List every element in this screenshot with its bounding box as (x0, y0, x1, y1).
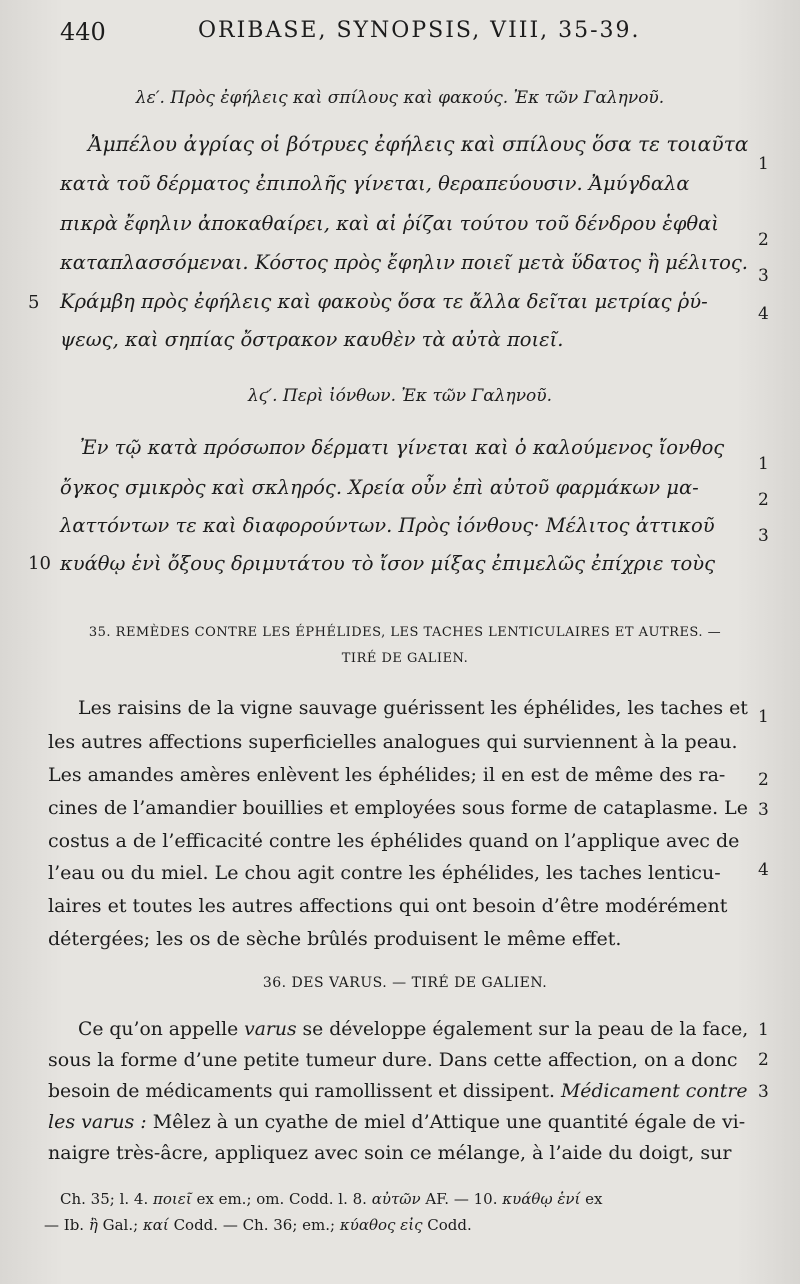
french-35-line-1: Les raisins de la vigne sauvage guérissent les éphélides, les taches et (78, 697, 748, 719)
greek-35-line-5: Κράμβη πρὸς ἐφήλεις καὶ φακοὺς ὅσα τε ἄλλα δεῖται μετρίας ῥύ- (60, 290, 708, 313)
footnote-2-part-b: Gal.; (97, 1216, 143, 1234)
footnote-1-part-b: ex em.; om. Codd. l. 8. (191, 1190, 372, 1208)
footnote-2-part-c: Codd. — Ch. 36; em.; (168, 1216, 340, 1234)
footnote-1-greek-1: ποιεῖ (153, 1190, 192, 1208)
footnote-2-part-d: Codd. (422, 1216, 472, 1234)
greek-35-line-6: ψεως, καὶ σηπίας ὄστρακον καυθὲν τὰ αὐτὰ ποιεῖ. (60, 328, 564, 351)
french-35-marginal-2: 2 (758, 770, 769, 790)
greek-35-marginal-3: 3 (758, 266, 769, 286)
french-chapter-35-title-line-2: TIRÉ DE GALIEN. (341, 651, 469, 666)
greek-36-marginal-3: 3 (758, 526, 769, 546)
footnote-1-greek-3: κυάθῳ ἑνί (502, 1190, 581, 1208)
french-35-line-3: Les amandes amères enlèvent les éphélides; il en est de même des ra- (48, 764, 726, 786)
footnote-2-part-a: — Ib. (44, 1216, 89, 1234)
french-36-line-4 (48, 1111, 745, 1133)
greek-36-marginal-1: 1 (758, 454, 769, 474)
french-35-line-2: les autres affections superficielles analogues qui surviennent à la peau. (48, 731, 738, 753)
french-chapter-35-title-line-1: 35. REMÈDES CONTRE LES ÉPHÉLIDES, LES TACHES LENTICULAIRES ET AUTRES. — (88, 625, 722, 640)
footnote-line-2 (44, 1216, 472, 1234)
french-36-line-1 (78, 1018, 748, 1040)
greek-line-number-10: 10 (28, 553, 51, 574)
french-36-marginal-2: 2 (758, 1050, 769, 1070)
running-head: ORIBASE, SYNOPSIS, VIII, 35-39. (198, 18, 641, 43)
footnote-1-part-a: Ch. 35; l. 4. (60, 1190, 153, 1208)
french-35-line-5: costus a de l’efficacité contre les éphélides quand on l’applique avec de (48, 830, 740, 852)
greek-36-line-1: Ἐν τῷ κατὰ πρόσωπον δέρματι γίνεται καὶ ὁ καλούμενος ἴονθος (80, 436, 725, 459)
greek-35-line-4: καταπλασσόμεναι. Κόστος πρὸς ἔφηλιν ποιεῖ μετὰ ὕδατος ἢ μέλιτος. (60, 251, 748, 274)
greek-36-line-2: ὄγκος σμικρὸς καὶ σκληρός. Χρεία οὖν ἐπὶ αὐτοῦ φαρμάκων μα- (60, 476, 699, 499)
french-36-line-1-end: se développe également sur la peau de la face, (296, 1018, 749, 1040)
french-36-marginal-3: 3 (758, 1082, 769, 1102)
french-36-line-3 (48, 1080, 747, 1102)
french-36-line-5: naigre très-âcre, appliquez avec soin ce mélange, à l’aide du doigt, sur (48, 1142, 732, 1164)
french-36-line-1-start: Ce qu’on appelle (78, 1018, 245, 1040)
greek-35-marginal-1: 1 (758, 154, 769, 174)
french-36-line-4-end: Mêlez à un cyathe de miel d’Attique une quantité égale de vi- (146, 1111, 746, 1133)
french-35-marginal-1: 1 (758, 707, 769, 727)
french-35-line-8: détergées; les os de sèche brûlés produisent le même effet. (48, 928, 622, 950)
footnote-1-part-d: ex (580, 1190, 603, 1208)
greek-line-number-5: 5 (28, 292, 40, 313)
french-36-line-2: sous la forme d’une petite tumeur dure. Dans cette affection, on a donc (48, 1049, 738, 1071)
footnote-1-part-c: AF. — 10. (420, 1190, 503, 1208)
greek-35-line-2: κατὰ τοῦ δέρματος ἐπιπολῆς γίνεται, θεραπεύουσιν. Ἀμύγδαλα (60, 172, 690, 195)
greek-35-marginal-4: 4 (758, 304, 769, 324)
footnote-line-1 (60, 1190, 603, 1208)
french-35-marginal-4: 4 (758, 860, 769, 880)
page-header (0, 18, 800, 50)
footnote-2-greek-2: καί (142, 1216, 169, 1234)
french-36-marginal-1: 1 (758, 1020, 769, 1040)
french-35-line-7: laires et toutes les autres affections qui ont besoin d’être modérément (48, 895, 728, 917)
greek-36-marginal-2: 2 (758, 490, 769, 510)
french-36-line-3-italic: Médicament contre (560, 1080, 748, 1102)
greek-35-line-3: πικρὰ ἔφηλιν ἀποκαθαίρει, καὶ αἱ ῥίζαι τούτου τοῦ δένδρου ἑφθαὶ (60, 212, 719, 235)
french-35-line-4: cines de l’amandier bouillies et employées sous forme de cataplasme. Le (48, 797, 748, 819)
french-36-line-3-start: besoin de médicaments qui ramollissent et dissipent. (48, 1080, 561, 1102)
footnote-2-greek-3: κύαθος εἰς (339, 1216, 423, 1234)
greek-36-line-4: κυάθῳ ἑνὶ ὄξους δριμυτάτου τὸ ἴσον μίξας ἐπιμελῶς ἐπίχριε τοὺς (60, 552, 716, 575)
french-36-term-varus: varus (244, 1018, 297, 1040)
french-chapter-36-title: 36. DES VARUS. — TIRÉ DE GALIEN. (262, 975, 548, 991)
greek-35-line-1: Ἀμπέλου ἀγρίας οἱ βότρυες ἐφήλεις καὶ σπίλους ὅσα τε τοιαῦτα (88, 132, 749, 156)
greek-chapter-35-title: λε′. Πρὸς ἐφήλεις καὶ σπίλους καὶ φακούς. Ἐκ τῶν Γαληνοῦ. (135, 88, 665, 108)
french-35-marginal-3: 3 (758, 800, 769, 820)
footnote-1-greek-2: αὐτῶν (371, 1190, 421, 1208)
french-35-line-6: l’eau ou du miel. Le chou agit contre les éphélides, les taches lenticu- (48, 862, 721, 884)
french-36-line-4-italic: les varus : (48, 1111, 147, 1133)
greek-35-marginal-2: 2 (758, 230, 769, 250)
footnote-2-greek-1: ἢ (88, 1216, 98, 1234)
greek-36-line-3: λαττόντων τε καὶ διαφορούντων. Πρὸς ἰόνθους· Μέλιτος ἀττικοῦ (60, 514, 715, 537)
page-number: 440 (60, 18, 106, 46)
greek-chapter-36-title: λϛ′. Περὶ ἰόνθων. Ἐκ τῶν Γαληνοῦ. (247, 386, 553, 406)
